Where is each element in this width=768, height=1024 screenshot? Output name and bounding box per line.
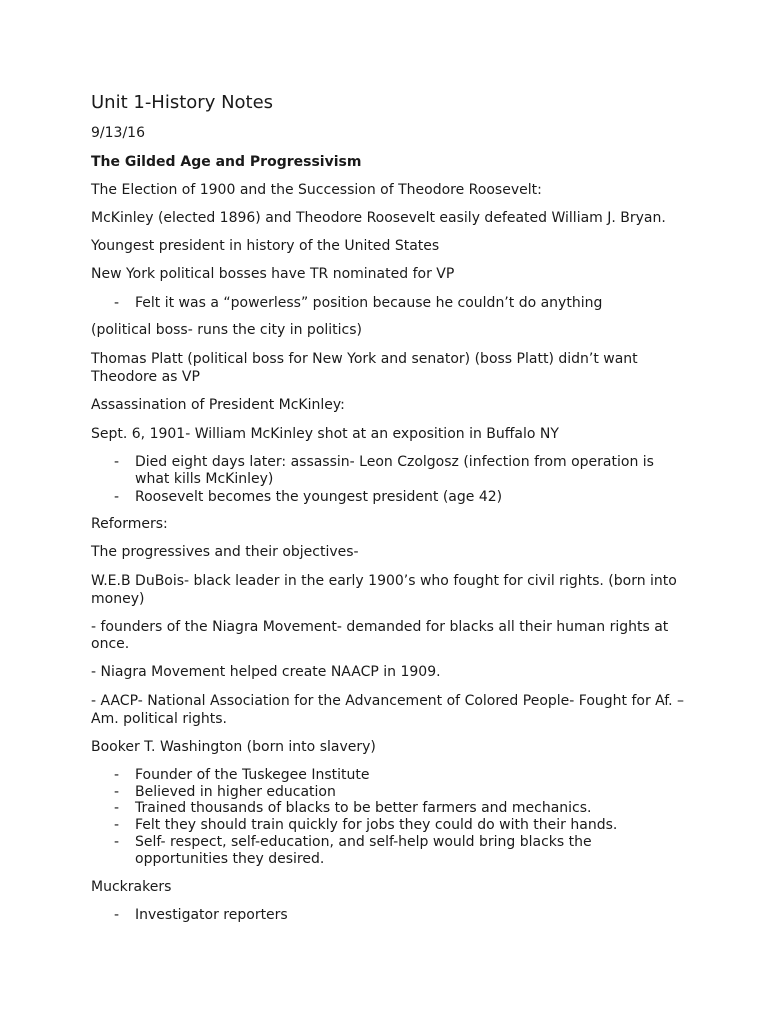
paragraph-platt-line2: Theodore as VP: [91, 369, 200, 385]
bullet-self-line2: opportunities they desired.: [135, 851, 325, 867]
paragraph-aacp-line2: Am. political rights.: [91, 711, 227, 727]
bullet-powerless: Felt it was a “powerless” position because he couldn’t do anything: [135, 295, 603, 311]
bullet-dash: -: [114, 489, 120, 505]
bullet-self-line1: Self- respect, self-education, and self-help would bring blacks the: [135, 834, 592, 850]
bullet-dash: -: [114, 907, 120, 923]
paragraph-election: The Election of 1900 and the Succession of Theodore Roosevelt:: [91, 182, 542, 198]
bullet-dash: -: [114, 767, 120, 783]
section-heading: The Gilded Age and Progressivism: [91, 154, 362, 170]
paragraph-dubois-line2: money): [91, 591, 145, 607]
paragraph-muckrakers: Muckrakers: [91, 879, 172, 895]
bullet-investigator: Investigator reporters: [135, 907, 288, 923]
paragraph-bosses: New York political bosses have TR nominated for VP: [91, 266, 455, 282]
bullet-dash: -: [114, 784, 120, 800]
page-title: Unit 1-History Notes: [91, 92, 274, 113]
bullet-dash: -: [114, 834, 120, 850]
paragraph-progressives: The progressives and their objectives-: [91, 544, 359, 560]
paragraph-platt-line1: Thomas Platt (political boss for New York and senator) (boss Platt) didn’t want: [91, 351, 638, 367]
bullet-higher-education: Believed in higher education: [135, 784, 336, 800]
paragraph-youngest: Youngest president in history of the United States: [91, 238, 440, 254]
paragraph-sept: Sept. 6, 1901- William McKinley shot at an exposition in Buffalo NY: [91, 426, 559, 442]
paragraph-aacp-line1: - AACP- National Association for the Advancement of Colored People- Fought for Af. –: [91, 693, 685, 709]
paragraph-naacp: - Niagra Movement helped create NAACP in 1909.: [91, 664, 441, 680]
bullet-trained: Trained thousands of blacks to be better farmers and mechanics.: [135, 800, 592, 816]
paragraph-founders-line2: once.: [91, 636, 130, 652]
bullet-dash: -: [114, 295, 120, 311]
paragraph-political-boss: (political boss- runs the city in politics): [91, 322, 362, 338]
paragraph-booker: Booker T. Washington (born into slavery): [91, 739, 376, 755]
paragraph-mckinley: McKinley (elected 1896) and Theodore Roosevelt easily defeated William J. Bryan.: [91, 210, 666, 226]
paragraph-assassination: Assassination of President McKinley:: [91, 397, 345, 413]
bullet-died-line1: Died eight days later: assassin- Leon Czolgosz (infection from operation is: [135, 454, 654, 470]
bullet-tuskegee: Founder of the Tuskegee Institute: [135, 767, 370, 783]
bullet-died-line2: what kills McKinley): [135, 471, 274, 487]
bullet-felt: Felt they should train quickly for jobs they could do with their hands.: [135, 817, 618, 833]
date-line: 9/13/16: [91, 125, 145, 141]
bullet-dash: -: [114, 800, 120, 816]
bullet-roosevelt: Roosevelt becomes the youngest president (age 42): [135, 489, 503, 505]
paragraph-dubois-line1: W.E.B DuBois- black leader in the early 1900’s who fought for civil rights. (born into: [91, 573, 677, 589]
paragraph-reformers: Reformers:: [91, 516, 168, 532]
bullet-dash: -: [114, 817, 120, 833]
bullet-dash: -: [114, 454, 120, 470]
paragraph-founders-line1: - founders of the Niagra Movement- demanded for blacks all their human rights at: [91, 619, 669, 635]
